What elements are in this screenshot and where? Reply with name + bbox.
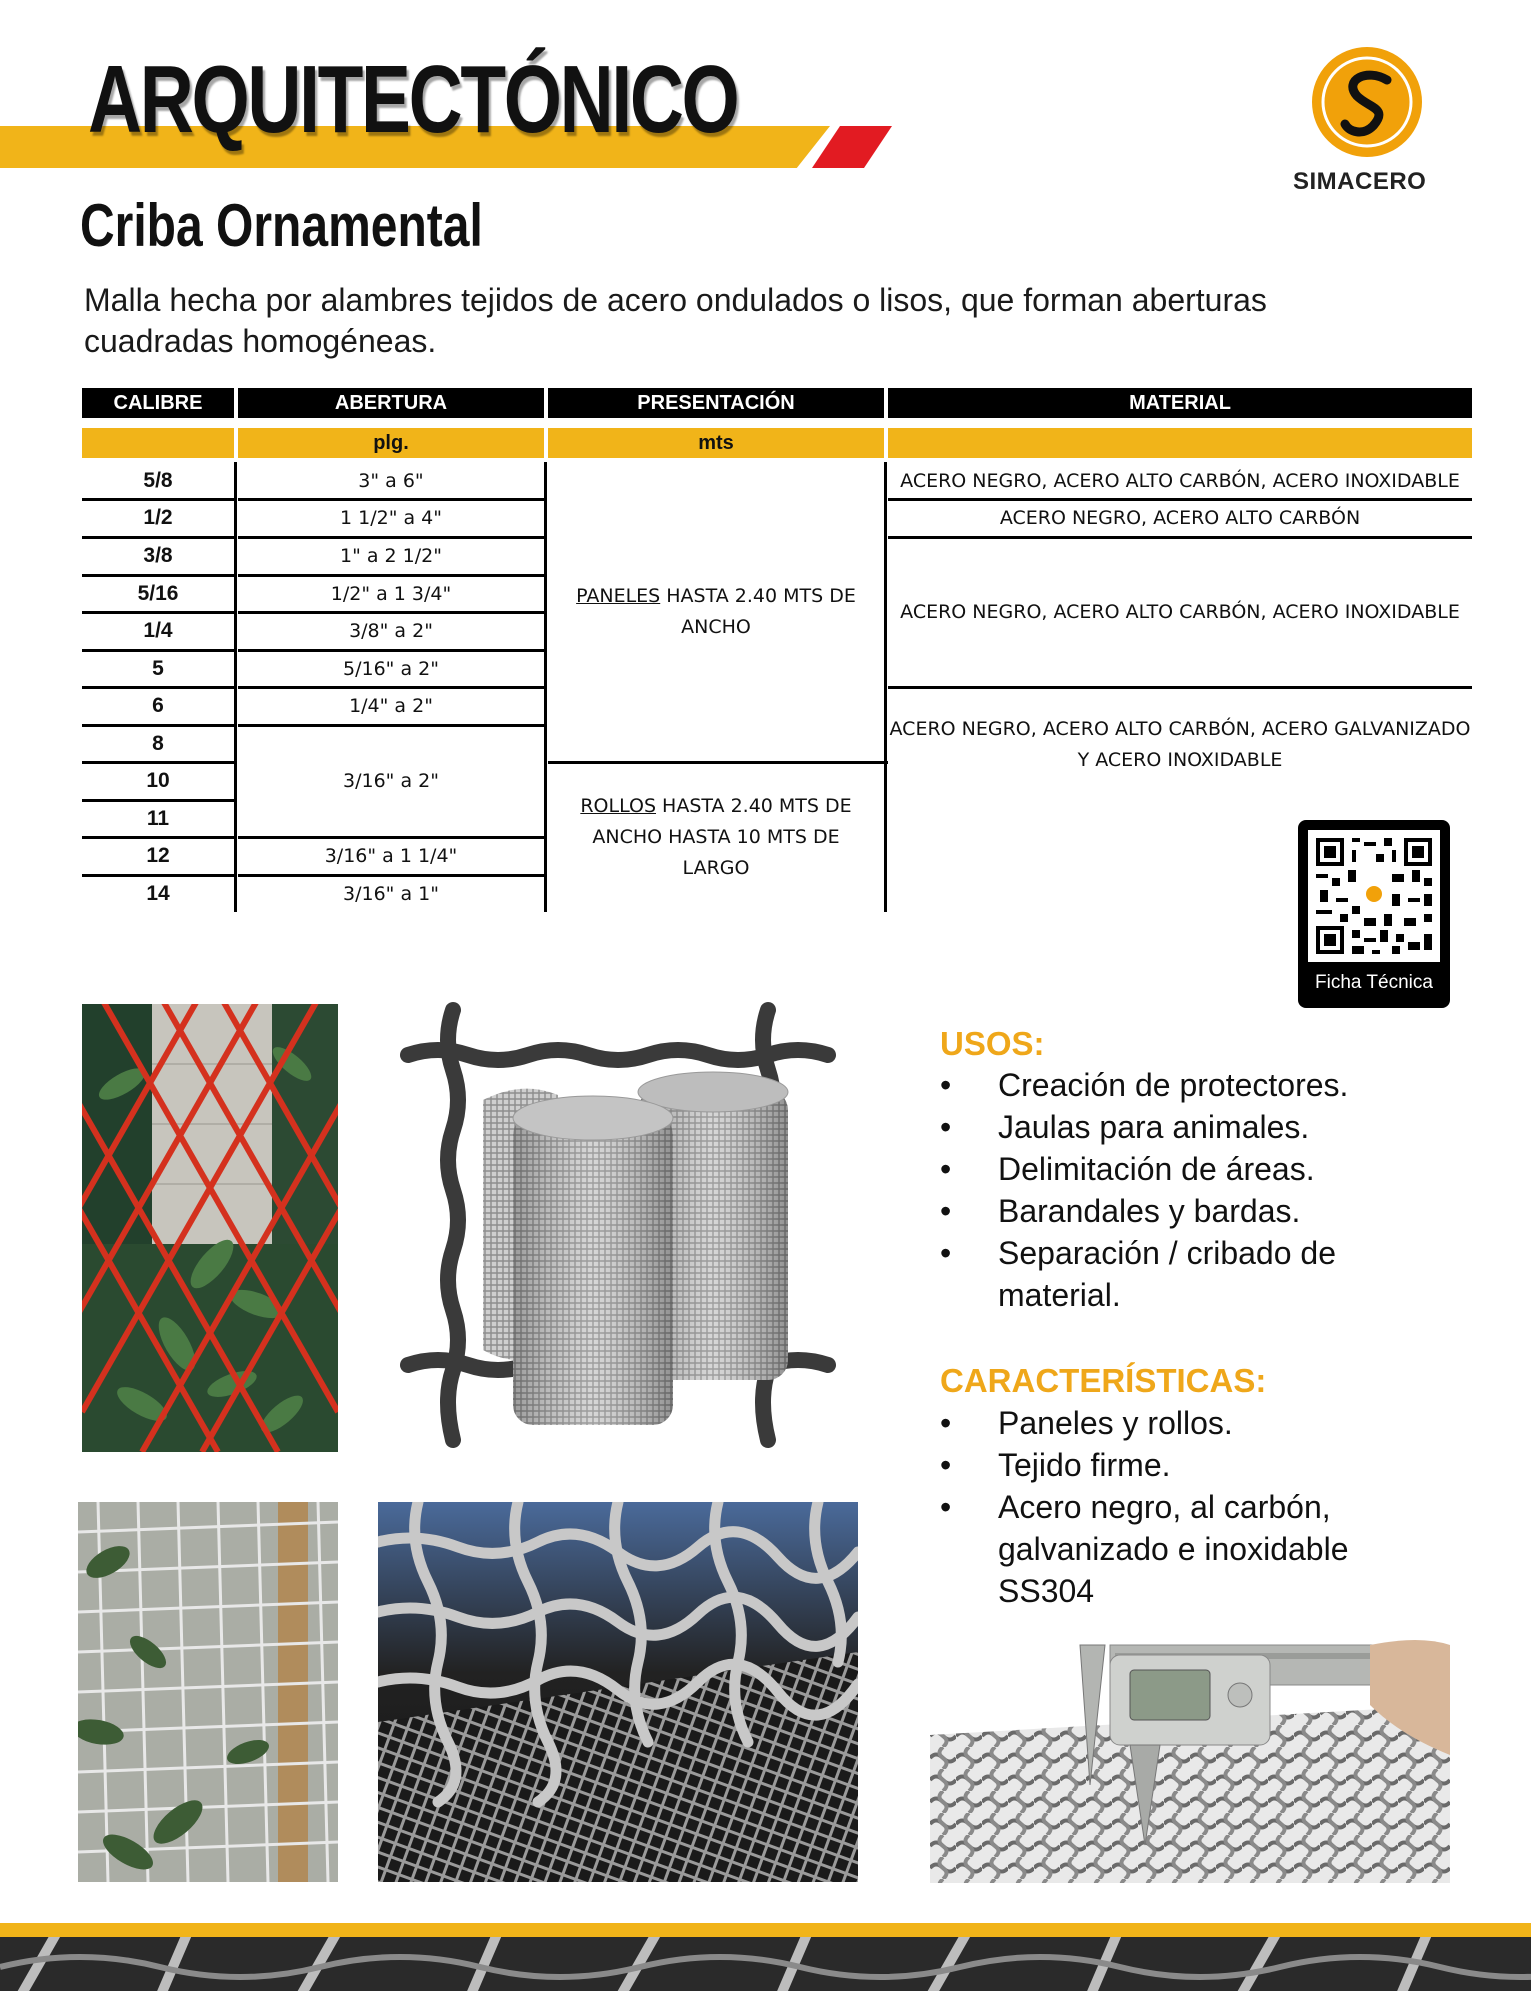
calibre-cell: 6: [152, 694, 164, 717]
calibre-cell: 14: [146, 881, 170, 905]
row-divider: [238, 536, 544, 539]
footer-accent-bar: [0, 1923, 1531, 1937]
column-divider: [234, 462, 237, 912]
row-divider: [82, 724, 234, 727]
calibre-cell: 5/8: [143, 468, 173, 492]
abertura-cell: 1/2" a 1 3/4": [330, 582, 452, 605]
presentacion-paneles: [558, 462, 874, 762]
usos-title: USOS:: [940, 1025, 1045, 1062]
product-title: Criba Ornamental: [80, 192, 483, 259]
row-divider: [82, 649, 234, 652]
calibre-cell: 3/8: [143, 544, 173, 567]
caracteristicas-list: [940, 1402, 1400, 1612]
unit-presentacion: mts: [548, 428, 884, 458]
unit-abertura: plg.: [238, 428, 544, 458]
photo-mesh-rolls: [398, 1000, 840, 1452]
header-material: MATERIAL: [888, 388, 1472, 418]
spec-table: [82, 388, 1472, 912]
header-presentacion: PRESENTACIÓN: [548, 388, 884, 418]
abertura-cell: 1/4" a 2": [349, 695, 433, 717]
category-title: ARQUITECTÓNICO: [88, 46, 738, 153]
abertura-cell: 3/8" a 2": [349, 620, 433, 642]
list-item: • Separación / cribado de material.: [940, 1232, 1440, 1316]
row-divider: [82, 574, 234, 577]
material-cell: ACERO NEGRO, ACERO ALTO CARBÓN: [999, 507, 1361, 529]
row-divider: [888, 686, 1472, 689]
footer-mesh-strip: [0, 1937, 1531, 1991]
photo-crimped-closeup: [378, 1502, 858, 1882]
list-item: • Barandales y bardas.: [940, 1190, 1440, 1232]
photo-garden-mesh: [78, 1502, 338, 1882]
row-divider: [238, 874, 544, 877]
material-cell: ACERO NEGRO, ACERO ALTO CARBÓN, ACERO GALVANIZADO Y ACERO INOXIDABLE: [889, 717, 1471, 771]
calibre-cell: 10: [146, 769, 170, 792]
material-cell: ACERO NEGRO, ACERO ALTO CARBÓN, ACERO INOXIDABLE: [900, 601, 1460, 623]
product-description: Malla hecha por alambres tejidos de acero ondulados o lisos, que forman aberturas cuadradas homogéneas.: [84, 282, 1267, 359]
row-divider: [888, 498, 1472, 501]
list-item: • Creación de protectores.: [940, 1064, 1440, 1106]
material-cell: ACERO NEGRO, ACERO ALTO CARBÓN, ACERO INOXIDABLE: [900, 469, 1460, 492]
row-divider: [238, 574, 544, 577]
presentacion-keyword: PANELES: [576, 585, 661, 607]
calibre-cell: 8: [152, 731, 164, 755]
abertura-cell: 1" a 2 1/2": [340, 545, 442, 567]
qr-code-badge[interactable]: [1298, 820, 1450, 1008]
calibre-cell: 5: [152, 656, 164, 680]
qr-label: Ficha Técnica: [1315, 972, 1433, 993]
column-divider: [884, 462, 887, 912]
row-divider: [82, 874, 234, 877]
row-divider: [82, 536, 234, 539]
row-divider: [238, 724, 544, 727]
presentacion-detail: HASTA 2.40 MTS DE ANCHO HASTA 10 MTS DE LARGO: [592, 794, 852, 879]
row-divider: [238, 498, 544, 501]
presentacion-detail: HASTA 2.40 MTS DE ANCHO: [660, 585, 856, 638]
row-divider: [548, 761, 888, 764]
header-calibre: CALIBRE: [82, 388, 234, 418]
brand-logo-icon: [1312, 47, 1422, 157]
row-divider: [82, 836, 234, 839]
row-divider: [82, 761, 234, 764]
list-item: • Tejido firme.: [940, 1444, 1400, 1486]
qr-code-icon: [1308, 830, 1440, 962]
brand-logo: [1293, 42, 1453, 202]
header-abertura: ABERTURA: [238, 388, 544, 418]
row-divider: [238, 649, 544, 652]
row-divider: [82, 799, 234, 802]
abertura-cell-merged: 3/16" a 2": [343, 770, 439, 792]
photo-caliper: [930, 1615, 1450, 1883]
list-item: • Paneles y rollos.: [940, 1402, 1400, 1444]
row-divider: [82, 611, 234, 614]
unit-material: [888, 428, 1472, 458]
caracteristicas-title: CARACTERÍSTICAS:: [940, 1362, 1267, 1399]
calibre-cell: 1/4: [143, 619, 173, 642]
row-divider: [82, 686, 234, 689]
abertura-cell: 5/16" a 2": [343, 657, 439, 680]
calibre-cell: 12: [146, 844, 170, 867]
column-divider: [544, 462, 547, 912]
abertura-cell: 1 1/2" a 4": [340, 507, 442, 529]
abertura-cell: 3/16" a 1 1/4": [324, 845, 458, 867]
brand-name: SIMACERO: [1293, 168, 1427, 195]
photo-red-mesh: [82, 1004, 338, 1452]
abertura-cell: 3" a 6": [358, 469, 424, 492]
calibre-cell: 11: [146, 806, 170, 830]
list-item: • Acero negro, al carbón, galvanizado e inoxidable SS304: [940, 1486, 1400, 1612]
row-divider: [238, 611, 544, 614]
calibre-cell: 5/16: [137, 581, 179, 605]
presentacion-keyword: ROLLOS: [580, 794, 657, 817]
presentacion-rollos: [558, 762, 874, 912]
row-divider: [238, 836, 544, 839]
list-item: • Jaulas para animales.: [940, 1106, 1440, 1148]
calibre-cell: 1/2: [143, 506, 173, 529]
row-divider: [82, 498, 234, 501]
list-item: • Delimitación de áreas.: [940, 1148, 1440, 1190]
usos-list: [940, 1064, 1440, 1316]
row-divider: [238, 686, 544, 689]
abertura-cell: 3/16" a 1": [343, 882, 439, 905]
unit-calibre: [82, 428, 234, 458]
row-divider: [888, 536, 1472, 539]
